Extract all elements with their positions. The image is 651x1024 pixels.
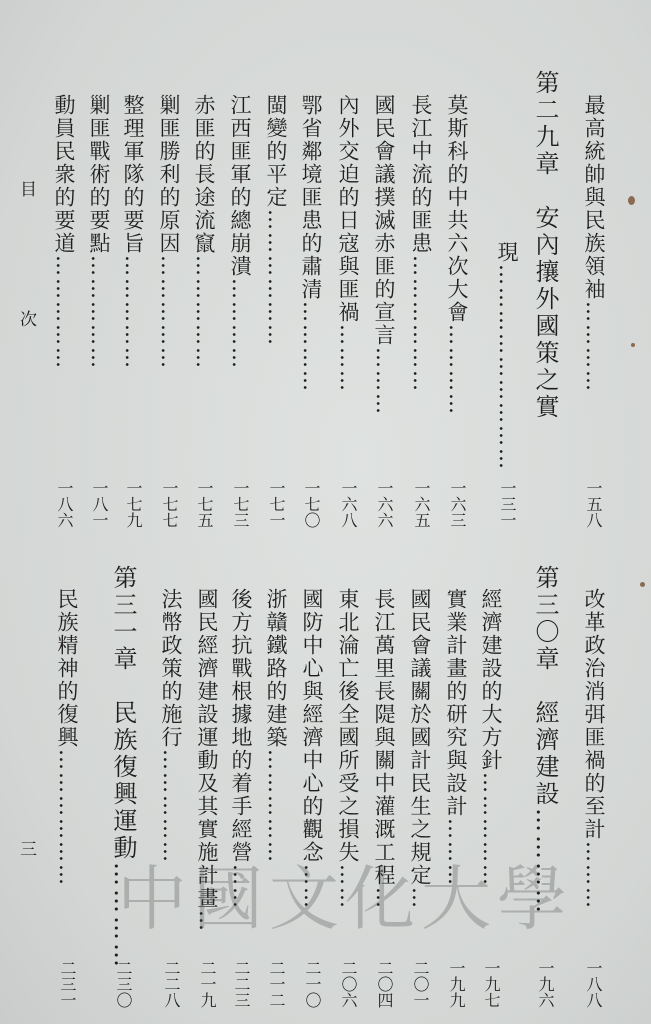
paper-speck — [628, 196, 635, 205]
chapter-heading: 第三〇章 經濟建設………… — [531, 565, 559, 916]
toc-page-number: 二二三 — [232, 960, 251, 1008]
toc-entry: 閩變的平定……………… — [264, 94, 288, 347]
toc-entry: 民族精神的復興……………… — [55, 588, 79, 887]
toc-entry: 東北淪亡後全國所受之損失…… — [336, 588, 360, 910]
toc-page-number: 一六八 — [339, 480, 358, 528]
toc-entry: 剿匪戰術的要點…………… — [87, 94, 111, 370]
toc-page-number: 一六三 — [448, 480, 467, 528]
toc-page-number: 二三一 — [58, 960, 77, 1008]
toc-page-number: 一七三 — [231, 480, 250, 528]
toc-entry: 最高統帥與民族領袖………… — [582, 94, 606, 393]
toc-entry: 剿匪勝利的原因…………… — [157, 94, 181, 370]
toc-page-number: 一七一 — [267, 480, 286, 528]
toc-entry: 長江萬里長隄與關中灌溉工程… — [372, 588, 396, 910]
toc-page-number: 二一〇 — [303, 960, 322, 1008]
toc-entry: 內外交迫的日寇與匪禍……… — [336, 94, 360, 393]
section-label: 目 次 — [16, 180, 36, 375]
toc-page-number: 一九六 — [536, 960, 555, 1008]
toc-page-number: 一九九 — [447, 960, 466, 1008]
folio-number: 三 — [16, 840, 36, 857]
toc-page-number: 二〇六 — [339, 960, 358, 1008]
toc-page-number: 一七五 — [195, 480, 214, 528]
toc-page-number: 二〇一 — [411, 960, 430, 1008]
paper-speck — [631, 343, 635, 347]
chapter-heading: 第二九章 安內攘外國策之實 — [531, 70, 559, 421]
toc-page-number: 二三〇 — [114, 960, 133, 1008]
toc-page-number: 一八六 — [55, 480, 74, 528]
toc-entry: 經濟建設的大方針…………… — [479, 588, 503, 887]
toc-entry: 現……………………… — [495, 218, 519, 471]
toc-entry: 國防中心與經濟中心的觀念…… — [300, 588, 324, 910]
toc-entry: 法幣政策的施行…………… — [159, 588, 183, 864]
toc-entry: 改革政治消弭匪禍的至計……… — [582, 588, 606, 910]
toc-entry: 浙贛鐵路的建築…………… — [264, 588, 288, 864]
toc-entry: 江西匪軍的總崩潰………… — [228, 94, 252, 370]
toc-page-number: 一七九 — [124, 480, 143, 528]
toc-entry: 赤匪的長途流竄…………… — [192, 94, 216, 370]
toc-entry: 長江中流的匪患……………… — [409, 94, 433, 393]
toc-page-number: 一六六 — [375, 480, 394, 528]
toc-entry: 實業計畫的研究與設計……… — [444, 588, 468, 887]
toc-page-number: 一五八 — [584, 480, 603, 528]
toc-page-number: 一八一 — [90, 480, 109, 528]
toc-entry: 國民經濟建設運動及其實施計畫… — [195, 588, 219, 933]
toc-page-number: 二一九 — [198, 960, 217, 1008]
toc-entry: 國民會議撲滅赤匪的宣言……… — [372, 94, 396, 416]
toc-entry: 後方抗戰根據地的着手經營…… — [229, 588, 253, 910]
toc-page-number: 一九七 — [482, 960, 501, 1008]
toc-page-number: 二〇四 — [375, 960, 394, 1008]
toc-page-number: 二二八 — [162, 960, 181, 1008]
toc-page-number: 一七〇 — [302, 480, 321, 528]
toc-entry: 莫斯科的中共六次大會………… — [445, 94, 469, 416]
toc-entry: 整理軍隊的要旨…………… — [121, 94, 145, 370]
toc-entry: 鄂省鄰境匪患的肅清………… — [299, 94, 323, 393]
toc-page-number: 一七七 — [160, 480, 179, 528]
toc-entry: 國民會議關於國計民生之規定… — [408, 588, 432, 910]
toc-page-number: 一八八 — [584, 960, 603, 1008]
chapter-heading: 第三一章 民族復興運動………… — [109, 565, 137, 970]
toc-page-number: 一三一 — [498, 480, 517, 528]
paper-speck — [640, 582, 645, 587]
toc-page-number: 一六五 — [412, 480, 431, 528]
university-watermark: 中國文化大學 — [117, 857, 573, 940]
toc-entry: 動員民衆的要道…………… — [52, 94, 76, 370]
toc-page-number: 二一二 — [267, 960, 286, 1008]
